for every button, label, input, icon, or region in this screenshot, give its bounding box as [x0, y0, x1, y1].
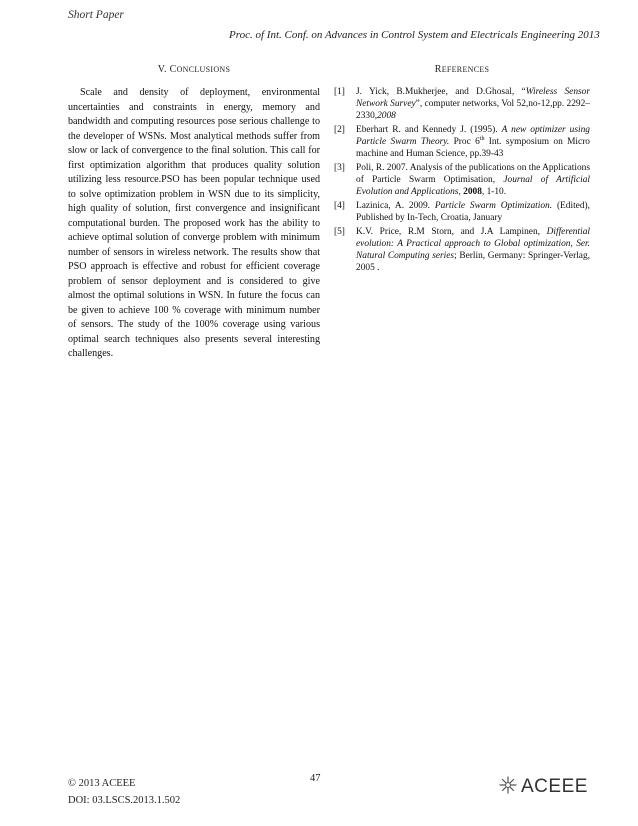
logo-wordmark: ACEEE: [521, 776, 588, 797]
reference-4: [334, 200, 590, 224]
reference-volume: 2008: [463, 187, 482, 197]
reference-text: ”, computer networks, Vol 52,no-12,pp. 2292–2330,: [356, 99, 590, 121]
reference-text: K.V. Price, R.M Storn, and J.A Lampinen,: [356, 227, 547, 237]
reference-title: A new optimizer using Particle Swarm Theory.: [356, 125, 590, 147]
reference-text: Poli, R. 2007. Analysis of the publications on the Applications of Particle Swarm Optimisation,: [356, 163, 590, 185]
reference-text: ,: [458, 187, 464, 197]
reference-year: 2008: [377, 111, 396, 121]
reference-title: Wireless Sensor Network Survey: [356, 87, 590, 109]
reference-text: , 1-10.: [481, 187, 507, 197]
reference-text: Eberhart R. and Kennedy J. (1995).: [356, 125, 502, 135]
reference-title: Particle Swarm Optimization.: [434, 201, 553, 211]
reference-journal: Journal of Artificial Evolution and Applications: [356, 175, 590, 197]
reference-list: [334, 86, 590, 274]
reference-number: [1]: [334, 87, 345, 97]
conclusions-heading-rest: ONCLUSIONS: [176, 65, 231, 74]
reference-text: Proc 6: [449, 137, 480, 147]
references-section: [334, 64, 590, 276]
references-heading: [334, 64, 590, 75]
page-number: 47: [310, 773, 321, 784]
conclusions-section: [68, 64, 320, 362]
reference-number: [4]: [334, 201, 345, 211]
aceee-logo: [497, 776, 588, 798]
footer-copyright: © 2013 ACEEE: [68, 778, 136, 789]
running-header-proceedings: Proc. of Int. Conf. on Advances in Control System and Electricals Engineering 2013: [229, 29, 600, 41]
star-burst-icon: [497, 774, 519, 801]
footer-doi: DOI: 03.LSCS.2013.1.502: [68, 795, 181, 806]
reference-2: [334, 124, 590, 160]
reference-text: ; Berlin, Germany: Springer-Verlag, 2005 .: [356, 251, 591, 273]
reference-text: (Edited), Published by In-Tech, Croatia, January: [356, 201, 590, 223]
reference-number: [3]: [334, 163, 345, 173]
reference-text: J. Yick, B.Mukherjee, and D.Ghosal, “: [356, 87, 526, 97]
reference-number: [5]: [334, 227, 345, 237]
conclusions-heading-num: V. C: [157, 64, 177, 75]
reference-text: Lazinica, A. 2009.: [356, 201, 435, 211]
conclusions-text: Scale and density of deployment, environmental uncertainties and constraints in energy, memory and bandwidth and computing resources pose serious challenge to the developer of WSNs. Most analytical methods suffer from slow or lack of convergence to the final solution. This call for first optimization algorithm that produces quality solution utilizing less resource.PSO has been popular technique used to solve optimization problem in WSN due to its simplicity, high quality of solution, first convergence and insignificant computational burden. The proposed work has the ability to achieve optimal solution of converge problem with minimum number of sensors in wireless network. The results show that PSO approach is effective and robust for efficient coverage problem of sensor deployment and is considered to give almost the optimal solutions in WSN. In future the focus can be given to achieve 100 % coverage with minimum number of sensors. The study of the 100% coverage using various optimal search techniques also presents several interesting challenges.: [68, 87, 320, 359]
reference-1: [334, 86, 590, 122]
reference-3: [334, 162, 590, 198]
references-heading-rest: EFERENCES: [441, 65, 490, 74]
running-header-short-paper: Short Paper: [68, 9, 124, 21]
conclusions-heading: [68, 64, 320, 75]
reference-text: Int. symposium on Micro machine and Human Science, pp.39-43: [356, 137, 590, 159]
reference-superscript: th: [479, 135, 485, 142]
references-heading-first: R: [434, 64, 442, 75]
reference-5: [334, 226, 590, 274]
reference-number: [2]: [334, 125, 345, 135]
reference-title: Differential evolution: A Practical approach to Global optimization, Ser. Natural Computing series: [356, 227, 590, 261]
